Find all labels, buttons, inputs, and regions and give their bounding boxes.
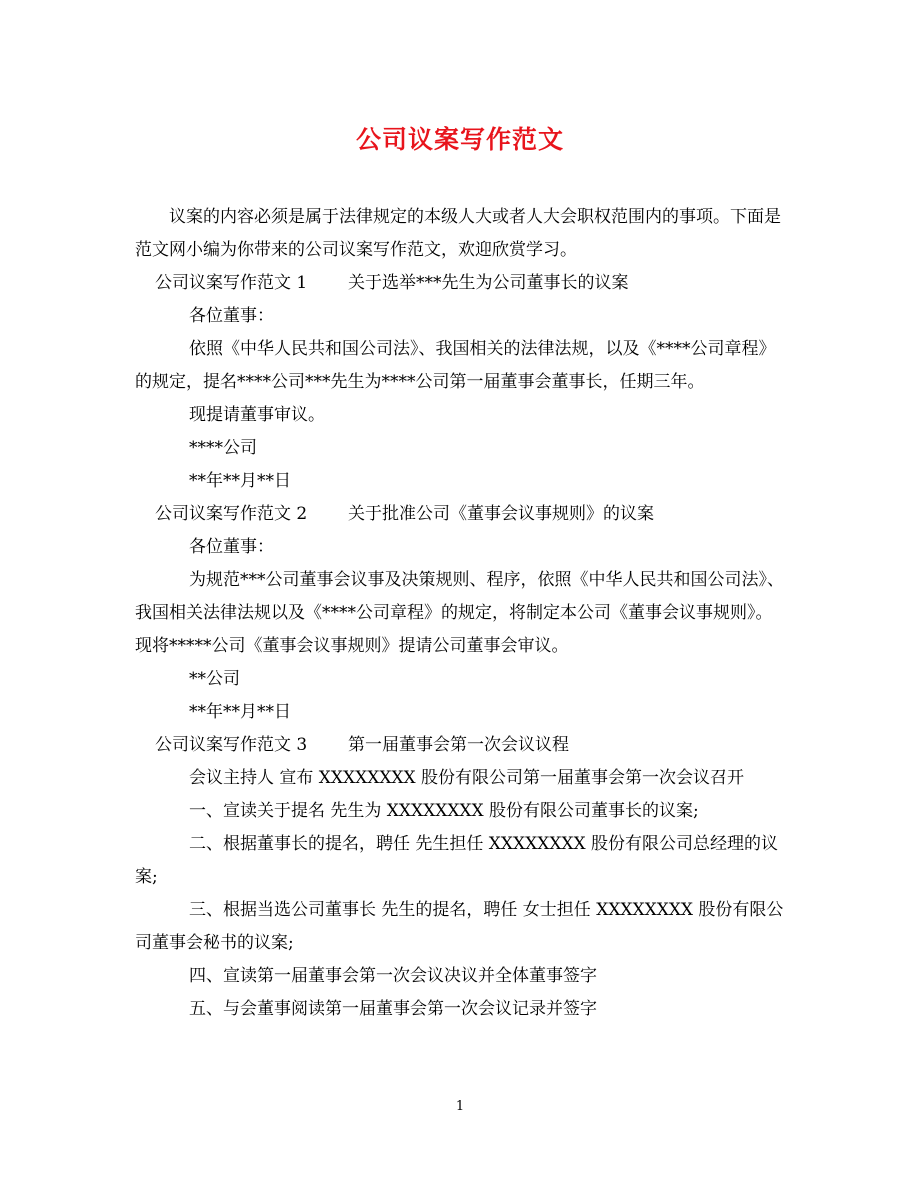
- date-line: **年**月**日: [189, 471, 291, 491]
- agenda-item: 三、根据当选公司董事长 先生的提名，聘任 女士担任 XXXXXXXX 股份有限公司董事会秘书的议案;: [135, 900, 784, 953]
- document-title: 公司议案写作范文: [355, 125, 564, 154]
- section-heading-2: [135, 498, 787, 531]
- company-signature: **公司: [189, 669, 240, 689]
- section-label: 公司议案写作范文 3: [155, 735, 308, 755]
- section-heading-3: [135, 729, 787, 762]
- body-paragraph: 依照《中华人民共和国公司法》、我国相关的法律法规，以及《****公司章程》的规定，提名****公司***先生为****公司第一届董事会董事长，任期三年。: [135, 339, 776, 392]
- document-body: [135, 201, 787, 1026]
- agenda-item: 五、与会董事阅读第一届董事会第一次会议记录并签字: [189, 999, 597, 1019]
- salutation: 各位董事：: [189, 537, 274, 557]
- agenda-opening: 会议主持人 宣布 XXXXXXXX 股份有限公司第一届董事会第一次会议召开: [189, 768, 745, 788]
- section-heading-text: 第一届董事会第一次会议议程: [348, 735, 569, 755]
- agenda-item: 二、根据董事长的提名，聘任 先生担任 XXXXXXXX 股份有限公司总经理的议案;: [135, 834, 779, 887]
- agenda-item: 四、宣读第一届董事会第一次会议决议并全体董事签字: [189, 966, 597, 986]
- section-label: 公司议案写作范文 1: [155, 273, 308, 293]
- page-number: 1: [455, 1099, 465, 1114]
- intro-paragraph: 议案的内容必须是属于法律规定的本级人大或者人大会职权范围内的事项。下面是范文网小编为你带来的公司议案写作范文，欢迎欣赏学习。: [135, 207, 781, 260]
- section-heading-1: [135, 267, 787, 300]
- date-line: **年**月**日: [189, 702, 291, 722]
- agenda-item: 一、宣读关于提名 先生为 XXXXXXXX 股份有限公司董事长的议案;: [189, 801, 699, 821]
- company-signature: ****公司: [189, 438, 257, 458]
- salutation: 各位董事：: [189, 306, 274, 326]
- section-heading-text: 关于选举***先生为公司董事长的议案: [348, 273, 629, 293]
- body-paragraph: 为规范***公司董事会议事及决策规则、程序，依照《中华人民共和国公司法》、我国相关法律法规以及《****公司章程》的规定，将制定本公司《董事会议事规则》。现将*****公司《董事会议事规则》提请公司董事会审议。: [135, 570, 784, 656]
- section-heading-text: 关于批准公司《董事会议事规则》的议案: [348, 504, 654, 524]
- request-line: 现提请董事审议。: [189, 405, 325, 425]
- section-label: 公司议案写作范文 2: [155, 504, 308, 524]
